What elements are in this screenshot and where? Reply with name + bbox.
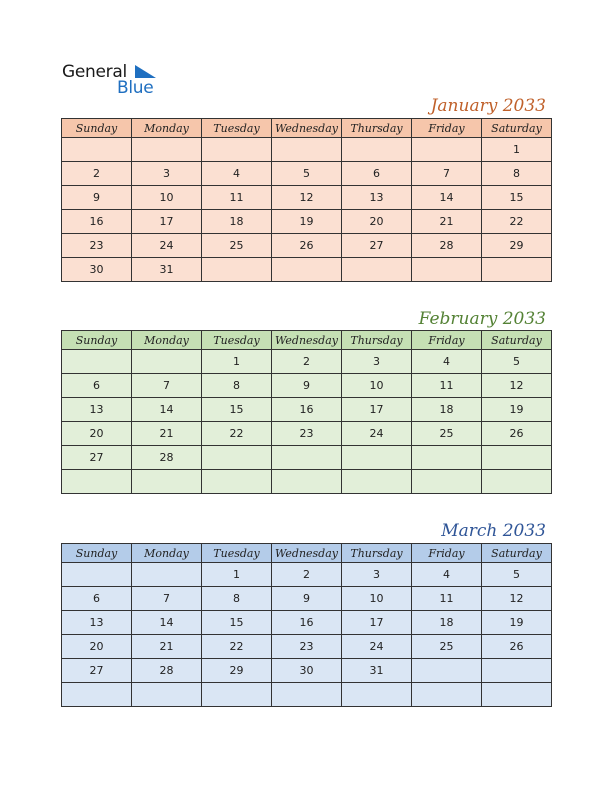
day-cell — [482, 258, 552, 282]
day-cell: 6 — [342, 162, 412, 186]
day-cell: 8 — [202, 587, 272, 611]
weekday-header: Wednesday — [272, 119, 342, 138]
day-cell — [412, 258, 482, 282]
weekday-header-row — [62, 544, 552, 563]
day-cell — [272, 446, 342, 470]
day-cell: 15 — [202, 611, 272, 635]
weekday-header: Friday — [412, 119, 482, 138]
day-cell: 17 — [132, 210, 202, 234]
day-cell: 17 — [342, 398, 412, 422]
day-cell: 12 — [482, 587, 552, 611]
week-row — [62, 398, 552, 422]
day-cell — [412, 683, 482, 707]
day-cell: 12 — [272, 186, 342, 210]
weekday-header: Monday — [132, 331, 202, 350]
week-row — [62, 210, 552, 234]
day-cell: 26 — [272, 234, 342, 258]
day-cell: 5 — [482, 563, 552, 587]
day-cell: 4 — [202, 162, 272, 186]
day-cell: 13 — [342, 186, 412, 210]
day-cell: 13 — [62, 611, 132, 635]
weekday-header: Friday — [412, 544, 482, 563]
day-cell — [62, 350, 132, 374]
day-cell — [412, 659, 482, 683]
day-cell: 7 — [412, 162, 482, 186]
day-cell: 3 — [132, 162, 202, 186]
day-cell: 19 — [482, 611, 552, 635]
month-calendar-table — [61, 330, 552, 494]
day-cell: 27 — [342, 234, 412, 258]
day-cell: 22 — [482, 210, 552, 234]
week-row — [62, 470, 552, 494]
day-cell: 7 — [132, 587, 202, 611]
month-title: January 2033 — [430, 96, 546, 116]
weekday-header: Friday — [412, 331, 482, 350]
month-title: March 2033 — [441, 521, 546, 541]
weekday-header: Thursday — [342, 544, 412, 563]
day-cell: 4 — [412, 350, 482, 374]
weekday-header: Tuesday — [202, 331, 272, 350]
day-cell: 18 — [412, 611, 482, 635]
day-cell: 26 — [482, 422, 552, 446]
week-row — [62, 683, 552, 707]
weekday-header: Saturday — [482, 544, 552, 563]
day-cell: 28 — [132, 446, 202, 470]
day-cell: 4 — [412, 563, 482, 587]
day-cell: 14 — [132, 611, 202, 635]
day-cell: 10 — [132, 186, 202, 210]
day-cell: 20 — [62, 422, 132, 446]
day-cell — [482, 470, 552, 494]
day-cell: 17 — [342, 611, 412, 635]
day-cell: 28 — [132, 659, 202, 683]
day-cell: 25 — [412, 635, 482, 659]
day-cell — [132, 563, 202, 587]
logo — [62, 62, 172, 98]
weekday-header: Thursday — [342, 119, 412, 138]
day-cell: 5 — [482, 350, 552, 374]
day-cell — [342, 470, 412, 494]
day-cell — [342, 683, 412, 707]
logo-flag-icon — [135, 65, 157, 81]
day-cell — [272, 683, 342, 707]
day-cell: 21 — [412, 210, 482, 234]
day-cell: 21 — [132, 422, 202, 446]
day-cell — [482, 659, 552, 683]
day-cell — [202, 138, 272, 162]
weekday-header: Monday — [132, 119, 202, 138]
day-cell — [272, 258, 342, 282]
day-cell: 22 — [202, 635, 272, 659]
day-cell — [272, 470, 342, 494]
day-cell: 14 — [412, 186, 482, 210]
day-cell: 8 — [202, 374, 272, 398]
day-cell: 1 — [202, 350, 272, 374]
month-title: February 2033 — [418, 309, 546, 329]
day-cell: 6 — [62, 587, 132, 611]
day-cell: 24 — [342, 635, 412, 659]
day-cell — [482, 446, 552, 470]
day-cell: 14 — [132, 398, 202, 422]
day-cell: 15 — [202, 398, 272, 422]
day-cell: 20 — [342, 210, 412, 234]
day-cell: 23 — [272, 635, 342, 659]
day-cell: 23 — [62, 234, 132, 258]
day-cell — [482, 683, 552, 707]
day-cell — [202, 446, 272, 470]
day-cell: 24 — [342, 422, 412, 446]
day-cell — [132, 138, 202, 162]
day-cell: 5 — [272, 162, 342, 186]
day-cell — [412, 470, 482, 494]
day-cell: 2 — [272, 350, 342, 374]
day-cell — [62, 563, 132, 587]
day-cell — [342, 258, 412, 282]
day-cell: 1 — [202, 563, 272, 587]
weekday-header: Sunday — [62, 331, 132, 350]
weekday-header: Wednesday — [272, 544, 342, 563]
day-cell — [342, 446, 412, 470]
weekday-header-row — [62, 119, 552, 138]
day-cell: 26 — [482, 635, 552, 659]
day-cell — [272, 138, 342, 162]
weekday-header: Monday — [132, 544, 202, 563]
day-cell — [62, 470, 132, 494]
week-row — [62, 422, 552, 446]
week-row — [62, 446, 552, 470]
day-cell: 25 — [412, 422, 482, 446]
day-cell: 28 — [412, 234, 482, 258]
day-cell: 9 — [62, 186, 132, 210]
day-cell: 16 — [272, 611, 342, 635]
day-cell — [62, 683, 132, 707]
day-cell: 30 — [62, 258, 132, 282]
day-cell: 3 — [342, 350, 412, 374]
day-cell — [202, 258, 272, 282]
week-row — [62, 587, 552, 611]
day-cell: 18 — [202, 210, 272, 234]
week-row — [62, 374, 552, 398]
day-cell: 29 — [202, 659, 272, 683]
month-calendar-table — [61, 118, 552, 282]
day-cell: 27 — [62, 446, 132, 470]
day-cell: 13 — [62, 398, 132, 422]
logo-word-general: General — [62, 62, 127, 82]
day-cell — [62, 138, 132, 162]
day-cell: 15 — [482, 186, 552, 210]
week-row — [62, 635, 552, 659]
logo-word-blue: Blue — [117, 78, 154, 98]
day-cell — [202, 470, 272, 494]
day-cell: 16 — [272, 398, 342, 422]
day-cell — [202, 683, 272, 707]
day-cell: 23 — [272, 422, 342, 446]
day-cell: 22 — [202, 422, 272, 446]
day-cell: 19 — [482, 398, 552, 422]
week-row — [62, 186, 552, 210]
weekday-header: Thursday — [342, 331, 412, 350]
weekday-header: Wednesday — [272, 331, 342, 350]
day-cell — [132, 470, 202, 494]
day-cell: 2 — [62, 162, 132, 186]
day-cell: 29 — [482, 234, 552, 258]
week-row — [62, 611, 552, 635]
week-row — [62, 162, 552, 186]
day-cell — [132, 350, 202, 374]
day-cell: 9 — [272, 374, 342, 398]
day-cell: 27 — [62, 659, 132, 683]
weekday-header: Tuesday — [202, 544, 272, 563]
day-cell: 1 — [482, 138, 552, 162]
day-cell: 6 — [62, 374, 132, 398]
week-row — [62, 563, 552, 587]
weekday-header: Sunday — [62, 544, 132, 563]
day-cell — [412, 446, 482, 470]
day-cell: 3 — [342, 563, 412, 587]
day-cell: 16 — [62, 210, 132, 234]
day-cell: 11 — [202, 186, 272, 210]
month-calendar-table — [61, 543, 552, 707]
week-row — [62, 234, 552, 258]
day-cell: 2 — [272, 563, 342, 587]
day-cell: 31 — [132, 258, 202, 282]
week-row — [62, 138, 552, 162]
weekday-header: Saturday — [482, 331, 552, 350]
day-cell: 18 — [412, 398, 482, 422]
day-cell — [132, 683, 202, 707]
day-cell: 20 — [62, 635, 132, 659]
day-cell: 11 — [412, 374, 482, 398]
day-cell: 31 — [342, 659, 412, 683]
weekday-header: Saturday — [482, 119, 552, 138]
day-cell: 8 — [482, 162, 552, 186]
day-cell: 10 — [342, 374, 412, 398]
day-cell: 24 — [132, 234, 202, 258]
day-cell — [342, 138, 412, 162]
weekday-header: Tuesday — [202, 119, 272, 138]
week-row — [62, 258, 552, 282]
weekday-header-row — [62, 331, 552, 350]
weekday-header: Sunday — [62, 119, 132, 138]
day-cell: 12 — [482, 374, 552, 398]
day-cell: 9 — [272, 587, 342, 611]
day-cell: 21 — [132, 635, 202, 659]
day-cell — [412, 138, 482, 162]
day-cell: 19 — [272, 210, 342, 234]
day-cell: 10 — [342, 587, 412, 611]
week-row — [62, 659, 552, 683]
week-row — [62, 350, 552, 374]
day-cell: 25 — [202, 234, 272, 258]
day-cell: 7 — [132, 374, 202, 398]
day-cell: 11 — [412, 587, 482, 611]
day-cell: 30 — [272, 659, 342, 683]
